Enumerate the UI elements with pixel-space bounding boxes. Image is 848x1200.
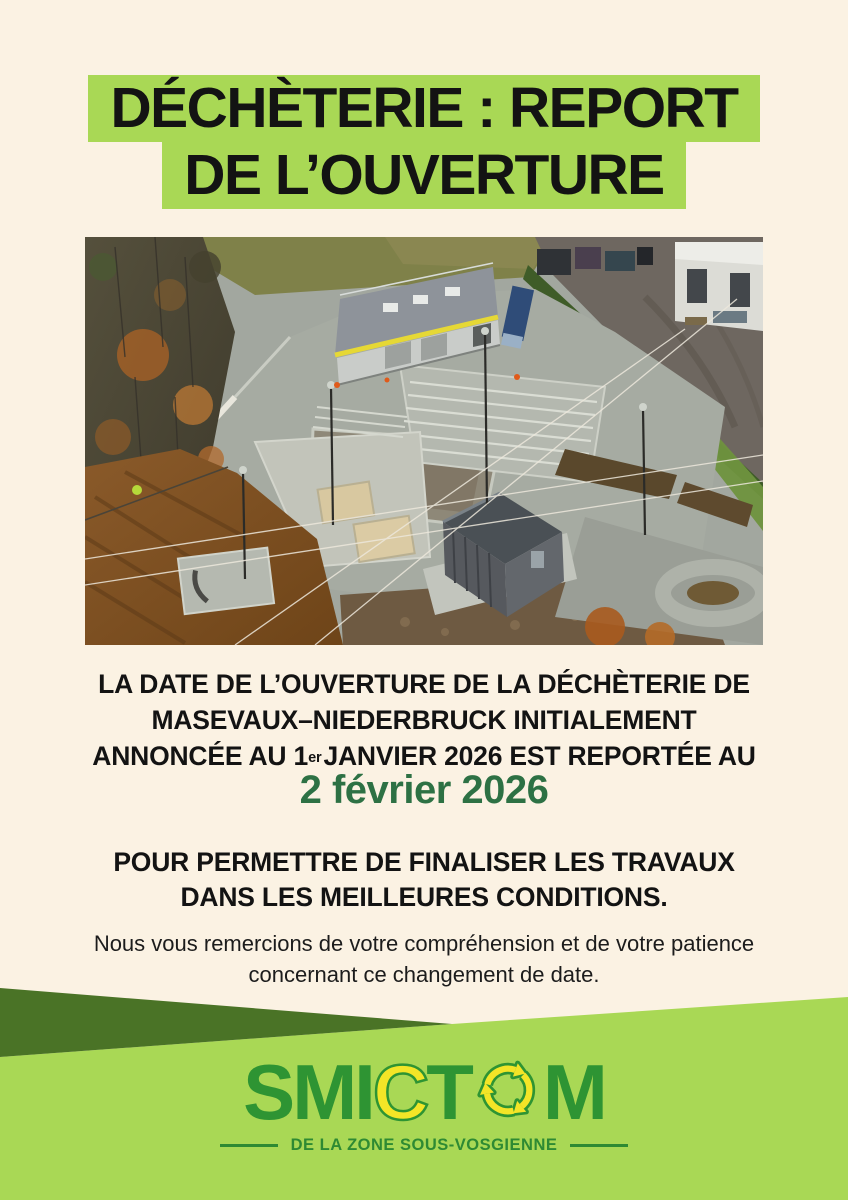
logo-letter-m: M [542, 1048, 605, 1136]
reason-line-2: DANS LES MEILLEURES CONDITIONS. [180, 882, 668, 912]
logo-tagline-row [0, 1136, 848, 1155]
reason-line-1: POUR PERMETTRE DE FINALISER LES TRAVAUX [113, 847, 735, 877]
announcement-line-1: LA DATE DE L’OUVERTURE DE LA DÉCHÈTERIE DE [98, 669, 750, 699]
title-highlight-1: DÉCHÈTERIE : REPORT [88, 75, 759, 142]
thanks-line-2: concernant ce changement de date. [248, 962, 600, 987]
logo-tagline: DE LA ZONE SOUS-VOSGIENNE [290, 1136, 558, 1154]
announcement-line-3-pre: ANNONCÉE AU 1 [92, 741, 309, 771]
logo-letter-c: C [372, 1048, 427, 1136]
page-title-line-1 [0, 75, 848, 142]
new-date-text: 2 février 2026 [299, 768, 549, 812]
announcement-paragraph [0, 666, 848, 774]
logo-letters-smi: SMI [243, 1048, 373, 1136]
construction-site-photo [85, 237, 763, 645]
ordinal-superscript: er [308, 750, 322, 766]
announcement-line-3-post: JANVIER 2026 EST REPORTÉE AU [323, 741, 756, 771]
tagline-rule-right [570, 1144, 628, 1147]
aerial-photo-graphic [85, 237, 763, 645]
page-title-line-2 [0, 142, 848, 209]
smictom-logo [0, 1048, 848, 1155]
thanks-paragraph [0, 928, 848, 990]
reason-paragraph [0, 845, 848, 915]
logo-letter-t: T [426, 1048, 471, 1136]
recycle-icon [476, 1058, 540, 1122]
title-highlight-2: DE L’OUVERTURE [162, 142, 685, 209]
thanks-line-1: Nous vous remercions de votre compréhension et de votre patience [93, 931, 755, 956]
tagline-rule-left [220, 1144, 278, 1147]
smictom-wordmark [243, 1048, 605, 1136]
announcement-line-2: MASEVAUX–NIEDERBRUCK INITIALEMENT [151, 705, 697, 735]
